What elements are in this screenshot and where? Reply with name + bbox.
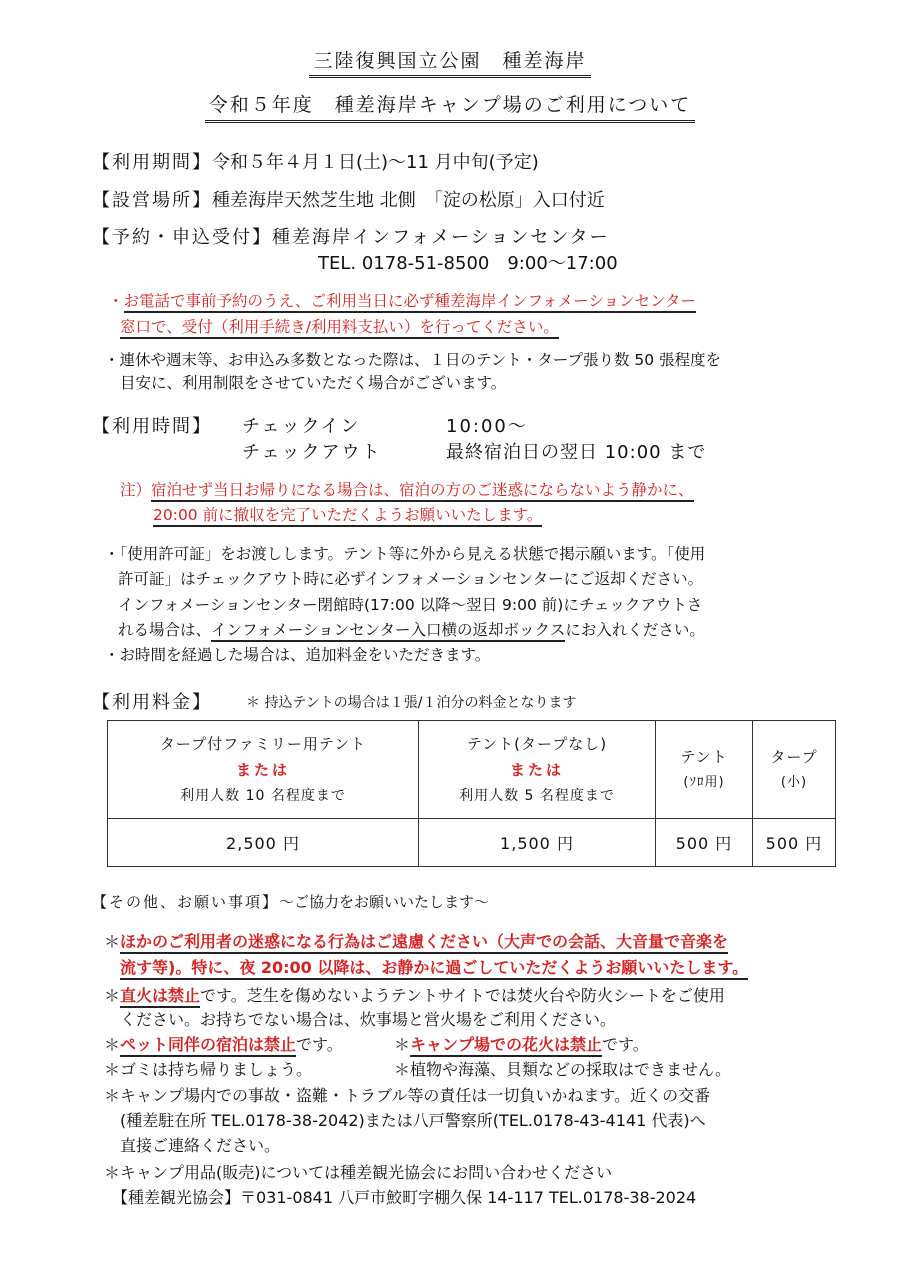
- others-item-7-line-3: 直接ご連絡ください。: [120, 1136, 281, 1155]
- others-item-1-line-1: ＊ほかのご利用者の迷惑になる行為はご遠慮ください（大声での会話、大音量で音楽を: [104, 929, 728, 952]
- period-value: 令和５年４月１日(土)～11 月中旬(予定): [212, 152, 539, 173]
- fee-header-row: [108, 721, 836, 819]
- checkin-label: チェックイン: [242, 416, 361, 437]
- others-item-6: ＊植物や海藻、貝類などの採取はできません。: [394, 1060, 731, 1079]
- others-item-1-line-2: 流す等)。特に、夜 20:00 以降は、お静かに過ごしていただくようお願いいたします。: [120, 955, 748, 978]
- fee-col-family: タープ付ファミリー用テント または 利用人数 10 名程度まで: [108, 721, 419, 819]
- hours-note-text-2: 20:00 前に撤収を完了いただくようお願いいたします。: [153, 506, 542, 527]
- hours-note-line-2: [153, 503, 542, 525]
- contact-info: 【種差観光協会】〒031-0841 八戸市鮫町字棚久保 14-117 TEL.0178-38-2024: [112, 1188, 697, 1207]
- notice-red-text-2: 窓口で、受付（利用手続き/利用料支払い）を行ってください。: [120, 318, 559, 339]
- no-direct-fire: 直火は禁止: [120, 986, 200, 1008]
- fees-label: 【利用料金】: [92, 692, 212, 713]
- hours-note-prefix: 注）: [120, 481, 152, 499]
- place-value: 種差海岸天然芝生地 北側 「淀の松原」入口付近: [212, 190, 605, 211]
- notice-limit-line-2: 目安に、利用制限をさせていただく場合がございます。: [120, 374, 507, 392]
- reserve-label: 【予約・申込受付】: [92, 227, 272, 248]
- others-heading: [92, 891, 489, 912]
- reserve-value: 種差海岸インフォメーションセンター: [272, 227, 610, 248]
- fee-table: [107, 720, 836, 867]
- checkin-time: 10:00～: [446, 416, 528, 437]
- fee-price-tarp: 500 円: [753, 819, 836, 867]
- others-item-8: ＊キャンプ用品(販売)については種差観光協会にお問い合わせください: [104, 1163, 613, 1182]
- permit-line-5: ・お時間を経過した場合は、追加料金をいただきます。: [104, 646, 491, 664]
- others-item-7-line-2: (種差駐在所 TEL.0178-38-2042)または八戸警察所(TEL.0178-43-4141 代表)へ: [120, 1111, 706, 1130]
- fee-price-solo: 500 円: [656, 819, 753, 867]
- reserve-row: [92, 223, 610, 249]
- place-row: [92, 186, 605, 212]
- notice-limit-line-1: ・連休や週末等、お申込み多数となった際は、１日のテント・タープ張り数 50 張程度を: [104, 351, 722, 369]
- fee-price-family: 2,500 円: [108, 819, 419, 867]
- period-row: [92, 148, 539, 174]
- notice-red-line-2: [120, 315, 559, 337]
- page-subtitle: [0, 90, 900, 123]
- permit-line-2: 許可証」はチェックアウト時に必ずインフォメーションセンターにご返却ください。: [118, 570, 704, 588]
- others-label: 【その他、お願い事項】: [92, 893, 280, 911]
- title-line-1: 三陸復興国立公園 種差海岸: [309, 46, 590, 78]
- others-item-2-line-1: ＊直火は禁止です。芝生を傷めないようテントサイトでは焚火台や防火シートをご使用: [104, 983, 725, 1006]
- others-sub: ～ご協力をお願いいたします～: [279, 893, 490, 911]
- checkout-time: 最終宿泊日の翌日 10:00 まで: [446, 442, 707, 463]
- others-item-2-line-2: ください。お持ちでない場合は、炊事場と営火場をご利用ください。: [120, 1010, 616, 1029]
- page-title: [0, 46, 900, 78]
- hours-note-line-1: [120, 478, 694, 500]
- fee-price-tent: 1,500 円: [419, 819, 656, 867]
- permit-line-1: ・「使用許可証」をお渡しします。テント等に外から見える状態で掲示願います。「使用: [104, 545, 706, 563]
- return-box-text: インフォメーションセンター入口横の返却ボックス: [211, 621, 565, 642]
- fee-col-tent: テント(タープなし) または 利用人数 5 名程度まで: [419, 721, 656, 819]
- notice-red-text-1: お電話で事前予約のうえ、ご利用当日に必ず種差海岸インフォメーションセンター: [124, 292, 696, 313]
- hours-label: 【利用時間】: [92, 416, 212, 437]
- others-item-4: ＊キャンプ場での花火は禁止です。: [394, 1032, 649, 1055]
- fees-note: ＊ 持込テントの場合は１張/１泊分の料金となります: [246, 695, 577, 711]
- others-item-7-line-1: ＊キャンプ場内での事故・盗難・トラブル等の責任は一切負いかねます。近くの交番: [104, 1086, 711, 1105]
- permit-line-3: インフォメーションセンター閉館時(17:00 以降～翌日 9:00 前)にチェックアウトさ: [118, 596, 703, 614]
- fee-col-tarp: タープ (小): [753, 721, 836, 819]
- hours-note-text-1: 宿泊せず当日お帰りになる場合は、宿泊の方のご迷惑にならないよう静かに、: [151, 481, 694, 502]
- fee-col-solo: テント (ｿﾛ用): [656, 721, 753, 819]
- reserve-tel: TEL. 0178-51-8500 9:00～17:00: [318, 253, 618, 274]
- title-line-2: 令和５年度 種差海岸キャンプ場のご利用について: [205, 90, 696, 123]
- fee-price-row: [108, 819, 836, 867]
- others-item-3: ＊ペット同伴の宿泊は禁止です。: [104, 1032, 343, 1055]
- checkout-label: チェックアウト: [242, 442, 382, 463]
- period-label: 【利用期間】: [92, 152, 212, 173]
- permit-line-4: れる場合は、インフォメーションセンター入口横の返却ボックスにお入れください。: [118, 618, 705, 640]
- others-item-5: ＊ゴミは持ち帰りましょう。: [104, 1060, 313, 1079]
- notice-bullet: ・: [108, 292, 124, 310]
- place-label: 【設営場所】: [92, 190, 212, 211]
- notice-red-line-1: [108, 289, 696, 311]
